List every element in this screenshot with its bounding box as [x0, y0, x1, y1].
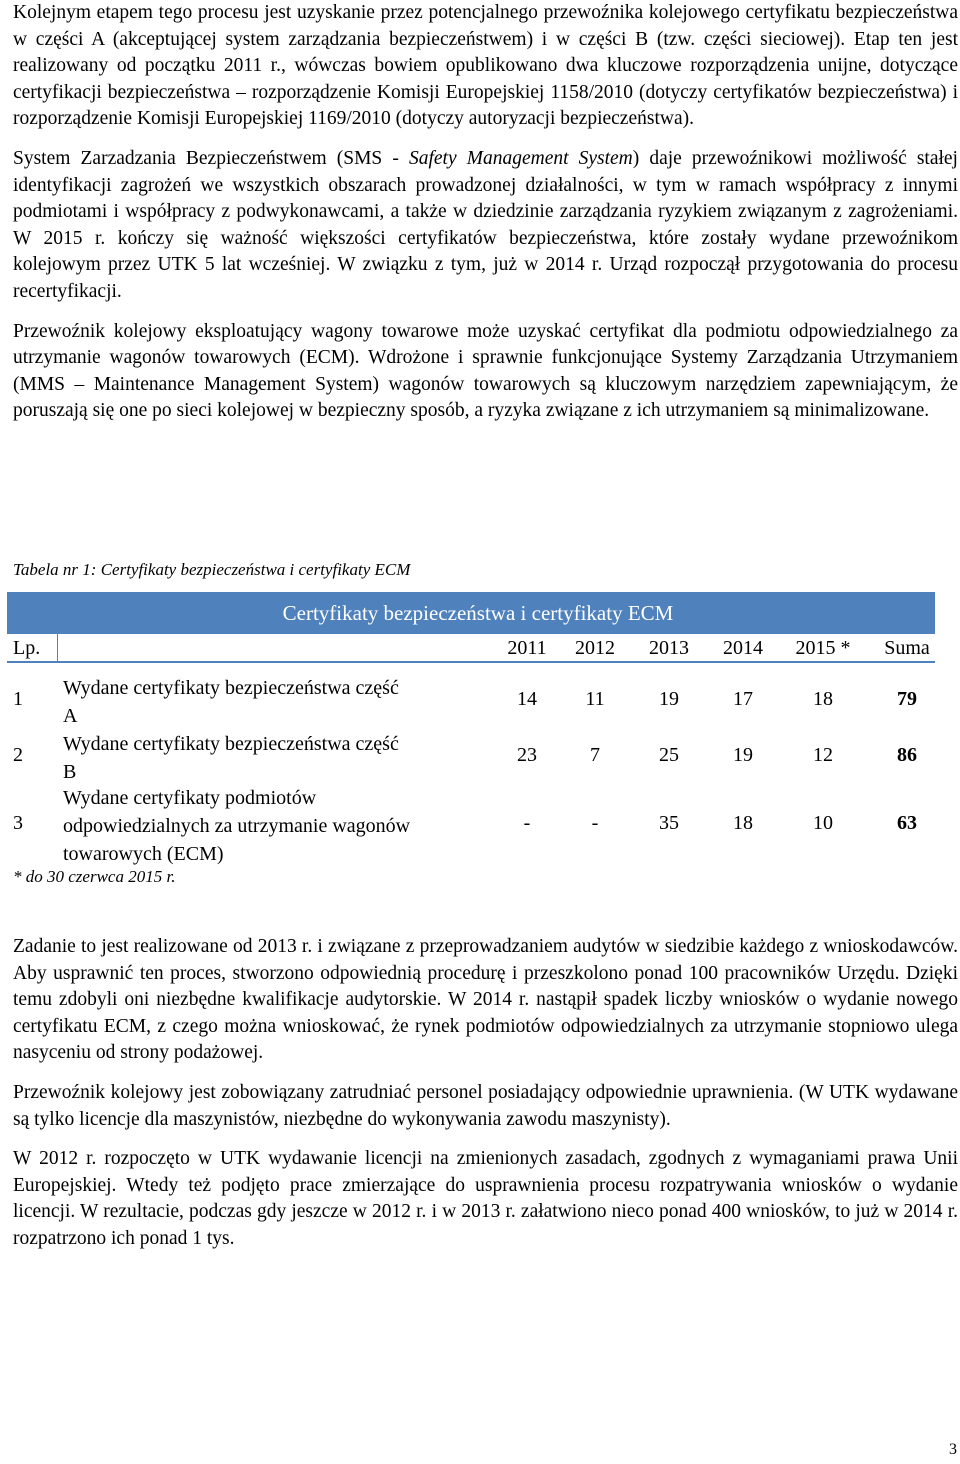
- row-value-2011: -: [523, 812, 531, 834]
- table-header-row: [7, 634, 935, 663]
- row-lp: 2: [13, 744, 23, 766]
- header-year-2012: 2012: [575, 637, 615, 659]
- header-sum: Suma: [884, 637, 930, 659]
- header-year-2011: 2011: [507, 637, 547, 659]
- row-value-2015: 10: [813, 812, 833, 834]
- row-description-line: towarowych (ECM): [63, 843, 224, 865]
- row-sum: 63: [897, 812, 917, 834]
- row-description-line: odpowiedzialnych za utrzymanie wagonów: [63, 815, 411, 837]
- row-value-2014: 18: [733, 812, 753, 834]
- row-sum: 79: [897, 688, 917, 710]
- paragraph-personnel: Przewoźnik kolejowy jest zobowiązany zatrudniać personel posiadający odpowiednie uprawnienia. (W UTK wydawane są tylko licencje dla maszynistów, niezbędne do wykonywania zawodu maszynisty).: [13, 1081, 958, 1130]
- row-sum: 86: [897, 744, 917, 766]
- table-row: [7, 730, 935, 786]
- row-description: [63, 674, 399, 730]
- row-value-2013: 25: [659, 744, 679, 766]
- row-value-2012: 7: [590, 744, 600, 766]
- row-value-2014: 17: [733, 688, 753, 710]
- header-year-2015: 2015 *: [795, 637, 851, 659]
- row-description-line: B: [63, 761, 77, 783]
- row-description-line: A: [63, 705, 78, 727]
- header-year-2014: 2014: [723, 637, 763, 659]
- paragraph-ecm: Przewoźnik kolejowy eksploatujący wagony towarowe może uzyskać certyfikat dla podmiotu odpowiedzialnego za utrzymanie wagonów towarowych (ECM). Wdrożone i sprawnie funkcjonujące Systemy Zarządzania Utrzymaniem (MMS – Maintenance Management System) wagonów towarowych są kluczowym narzędziem zapewniającym, że poruszają się one po sieci kolejowej w bezpieczny sposób, a ryzyka związane z ich utrzymaniem są minimalizowane.: [13, 320, 958, 422]
- header-year-2013: 2013: [649, 637, 689, 659]
- document-page: [13, 0, 958, 425]
- table-row: [7, 674, 935, 730]
- document-page-lower: [13, 934, 958, 1253]
- paragraph-licences: W 2012 r. rozpoczęto w UTK wydawanie licencji na zmienionych zasadach, zgodnych z wymaganiami prawa Unii Europejskiej. Wtedy też podjęto prace zmierzające do usprawnienia procesu rozpatrywania wniosków o wydanie licencji. W rezultacie, podczas gdy jeszcze w 2012 r. i w 2013 r. załatwiono nieco ponad 400 wniosków, to już w 2014 r. rozpatrzono ich ponad 1 tys.: [13, 1148, 958, 1249]
- row-value-2013: 19: [659, 688, 679, 710]
- row-value-2011: 23: [517, 744, 537, 766]
- row-description-line: Wydane certyfikaty podmiotów: [63, 787, 317, 809]
- sms-text-part1: System Zarzadzania Bezpieczeństwem (SMS -: [13, 147, 409, 169]
- table-title-bar: [7, 592, 935, 634]
- row-value-2012: -: [591, 812, 599, 834]
- row-description-line: Wydane certyfikaty bezpieczeństwa część: [63, 733, 399, 755]
- row-description-line: Wydane certyfikaty bezpieczeństwa część: [63, 677, 399, 699]
- paragraph-audits: Zadanie to jest realizowane od 2013 r. i związane z przeprowadzaniem audytów w siedzibie każdego z wnioskodawców. Aby usprawnić ten proces, stworzono odpowiednią procedurę i przeszkolono ponad 100 pracowników Urzędu. Dzięki temu zdobyli oni niezbędne kwalifikacje audytorskie. W 2014 r. nastąpił spadek liczby wniosków o wydanie nowego certyfikatu ECM, z czego można wnioskować, że rynek podmiotów odpowiedzialnych za utrzymanie stopniowo ulega nasyceniu od strony podażowej.: [13, 936, 958, 1064]
- row-description: [63, 784, 410, 868]
- table-caption: Tabela nr 1: Certyfikaty bezpieczeństwa i certyfikaty ECM: [13, 560, 411, 579]
- row-value-2012: 11: [585, 688, 605, 710]
- row-value-2013: 35: [659, 812, 679, 834]
- table-title: Certyfikaty bezpieczeństwa i certyfikaty ECM: [282, 600, 674, 625]
- row-lp: 1: [13, 688, 23, 710]
- header-lp: Lp.: [13, 637, 41, 659]
- paragraph-sms: [13, 146, 958, 306]
- row-value-2015: 12: [813, 744, 833, 766]
- sms-text-part2: ) daje przewoźnikowi możliwość stałej identyfikacji zagrożeń we wszystkich obszarach prowadzonej działalności, w tym w ramach współpracy z innymi podmiotami i współpracy z podwykonawcami, a także w dziedzinie zarządzania ryzykiem związanym z zagrożeniami. W 2015 r. kończy się ważność większości certyfikatów bezpieczeństwa, które zostały wydane przewoźnikom kolejowym przez UTK 5 lat wcześniej. W związku z tym, już w 2014 r. Urząd rozpoczął przygotowania do procesu recertyfikacji.: [13, 147, 958, 302]
- table-row: [7, 784, 935, 868]
- row-value-2014: 19: [733, 744, 753, 766]
- row-description: [63, 730, 399, 786]
- row-lp: 3: [13, 812, 23, 834]
- page-number: 3: [949, 1441, 957, 1458]
- paragraph-certification-stage: Kolejnym etapem tego procesu jest uzyskanie przez potencjalnego przewoźnika kolejowego certyfikatu bezpieczeństwa w części A (akceptującej system zarządzania bezpieczeństwem) i w części B (tzw. części sieciowej). Etap ten jest realizowany od początku 2011 r., wówczas bowiem opublikowano dwa kluczowe rozporządzenia unijne, dotyczące certyfikacji bezpieczeństwa – rozporządzenie Komisji Europejskiej 1158/2010 (dotyczy certyfikatów bezpieczeństwa) i rozporządzenie Komisji Europejskiej 1169/2010 (dotyczy autoryzacji bezpieczeństwa).: [13, 2, 958, 130]
- sms-italic-term: Safety Management System: [408, 147, 633, 169]
- row-value-2015: 18: [813, 688, 833, 710]
- row-value-2011: 14: [517, 688, 537, 710]
- table-footnote: * do 30 czerwca 2015 r.: [13, 867, 176, 886]
